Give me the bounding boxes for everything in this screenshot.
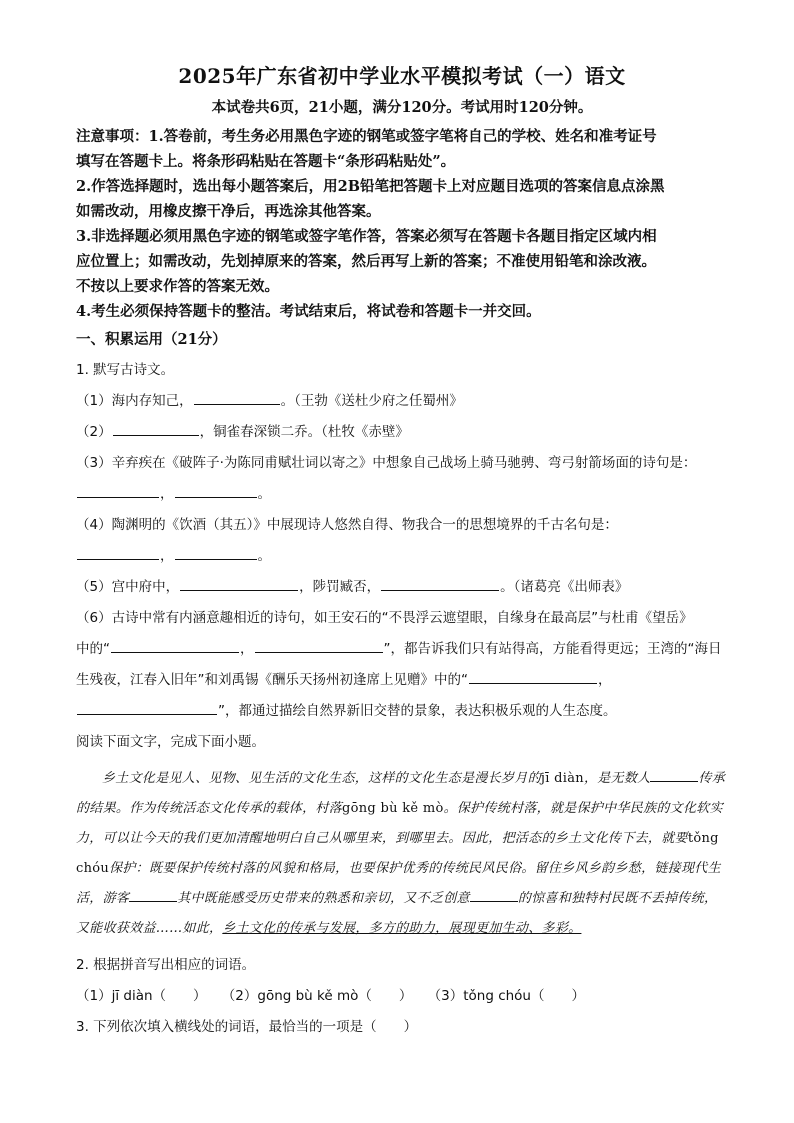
- answer-blank[interactable]: [175, 483, 257, 498]
- passage-text: 其中既能感受历史带来的熟悉和亲切，又不乏创意: [177, 891, 470, 906]
- question-2-options: [76, 981, 728, 1012]
- passage-text: 传承的结果。作为传统活态文化传承的载体，村落: [76, 771, 726, 816]
- passage-underlined-sentence: 乡土文化的传承与发展，多方的助力，展现更加生动、多彩。: [222, 921, 582, 936]
- notice-line: 注意事项：1.答卷前，考生务必用黑色字迹的钢笔或签字笔将自己的学校、姓名和准考证号: [76, 128, 657, 145]
- notice-line: 如需改动，用橡皮擦干净后，再选涂其他答案。: [76, 203, 381, 220]
- question-1-item-6-line-3: [76, 665, 728, 696]
- item-text: ，: [160, 548, 174, 564]
- item-text: ”，都通过描绘自然界新旧交替的景象，表达积极乐观的人生态度。: [218, 703, 617, 719]
- section-heading: 一、积累运用（21分）: [76, 331, 227, 348]
- passage-pinyin: tǒng chóu: [76, 831, 719, 876]
- item-text: 生残夜，江春入旧年”和刘禹锡《酬乐天扬州初逢席上见赠》中的“: [76, 672, 468, 688]
- answer-blank[interactable]: [113, 421, 199, 436]
- answer-blank[interactable]: [77, 483, 159, 498]
- question-3-stem: 3. 下列依次填入横线处的词语，最恰当的一项是（ ）: [76, 1019, 418, 1035]
- item-text: （2）: [76, 424, 112, 440]
- option-item: （2）gōng bù kě mò（ ）: [228, 988, 413, 1004]
- question-1-item-6: [76, 603, 728, 634]
- question-1-item-4-blanks: [76, 541, 728, 572]
- item-text: ，铜雀春深锁二乔。（杜牧《赤壁》: [199, 424, 409, 440]
- answer-blank[interactable]: [381, 576, 499, 591]
- item-text: 。（王勃《送杜少府之任蜀州》: [280, 393, 463, 409]
- exam-subtitle: 本试卷共6页，21小题，满分120分。考试用时120分钟。: [211, 99, 593, 116]
- passage-blank[interactable]: [470, 889, 518, 902]
- item-text: ，: [240, 641, 254, 657]
- passage-pinyin: gōng bù kě mò: [342, 801, 444, 816]
- exam-title: 2025年广东省初中学业水平模拟考试（一）语文: [178, 64, 626, 88]
- item-text: （1）海内存知己，: [76, 393, 193, 409]
- item-text: ”，都告诉我们只有站得高，方能看得更远；王湾的“海日: [383, 641, 722, 657]
- item-text: 。（诸葛亮《出师表》: [500, 579, 629, 595]
- answer-blank[interactable]: [175, 545, 257, 560]
- item-text: ，: [598, 672, 612, 688]
- answer-blank[interactable]: [180, 576, 298, 591]
- answer-blank[interactable]: [469, 669, 597, 684]
- question-1-item-4: [76, 510, 728, 541]
- question-1-item-5: [76, 572, 728, 603]
- notice-line: 不按以上要求作答的答案无效。: [76, 278, 279, 295]
- answer-blank[interactable]: [77, 545, 159, 560]
- item-text: （5）宫中府中，: [76, 579, 180, 595]
- item-text: 中的“: [76, 641, 110, 657]
- item-text: （6）古诗中常有内涵意趣相近的诗句，如王安石的“不畏浮云遮望眼，自缘身在最高层”与杜甫《望岳》: [76, 610, 693, 626]
- question-1-stem: 1. 默写古诗文。: [76, 362, 175, 378]
- question-1-item-3-blanks: [76, 479, 728, 510]
- answer-blank[interactable]: [255, 638, 383, 653]
- answer-blank[interactable]: [77, 700, 217, 715]
- answer-blank[interactable]: [111, 638, 239, 653]
- notice-line: 2.作答选择题时，选出每小题答案后，用2B铅笔把答题卡上对应题目选项的答案信息点涂黑: [76, 178, 665, 195]
- question-1-item-1: [76, 386, 728, 417]
- notice-block: [76, 124, 728, 324]
- passage-pinyin: jī diàn: [540, 771, 584, 786]
- question-1-item-2: [76, 417, 728, 448]
- passage-text: 保护：既要保护传统村落的风貌和格局，也要保护优秀的传统民风民俗。留住乡风乡韵乡愁，链接现代生活，游客: [76, 861, 721, 906]
- option-item: （3）tǒng chóu（ ）: [434, 988, 585, 1004]
- notice-line: 3.非选择题必须用黑色字迹的钢笔或签字笔作答，答案必须写在答题卡各题目指定区域内相: [76, 228, 657, 245]
- item-text: ，陟罚臧否，: [299, 579, 381, 595]
- item-text: 。: [257, 548, 271, 564]
- passage-blank[interactable]: [650, 769, 698, 782]
- passage-text: 的惊喜和独特村民既不丢掉传统，又能收获效益……如此，: [76, 891, 718, 936]
- notice-line: 应位置上；如需改动，先划掉原来的答案，然后再写上新的答案；不准使用铅笔和涂改液。: [76, 253, 656, 270]
- item-text: （4）陶渊明的《饮酒（其五）》中展现诗人悠然自得、物我合一的思想境界的千古名句是：: [76, 517, 618, 533]
- passage-text: ，是无数人: [583, 771, 651, 786]
- item-text: ，: [160, 486, 174, 502]
- reading-instruction: 阅读下面文字，完成下面小题。: [76, 734, 265, 750]
- passage-blank[interactable]: [129, 889, 177, 902]
- option-item: （1）jī diàn（ ）: [76, 988, 207, 1004]
- question-1-item-6-line-2: [76, 634, 728, 665]
- passage-text: 。保护传统村落，就是保护中华民族的文化软实力，可以让今天的我们更加清醒地明白自己从哪里来，到哪里去。因此，把活态的乡土文化传下去，就要: [76, 801, 723, 846]
- question-1-item-6-line-4: [76, 696, 728, 727]
- item-text: （3）辛弃疾在《破阵子·为陈同甫赋壮词以寄之》中想象自己战场上骑马驰骋、弯弓射箭场面的诗句是：: [76, 455, 697, 471]
- question-1-item-3: [76, 448, 728, 479]
- passage-text: 乡土文化是见人、见物、见生活的文化生态，这样的文化生态是漫长岁月的: [102, 771, 541, 786]
- answer-blank[interactable]: [194, 390, 280, 405]
- reading-passage: [76, 764, 728, 944]
- item-text: 。: [257, 486, 271, 502]
- notice-line: 填写在答题卡上。将条形码粘贴在答题卡“条形码粘贴处”。: [76, 153, 456, 170]
- question-2-stem: 2. 根据拼音写出相应的词语。: [76, 957, 256, 973]
- notice-line: 4.考生必须保持答题卡的整洁。考试结束后，将试卷和答题卡一并交回。: [76, 303, 541, 320]
